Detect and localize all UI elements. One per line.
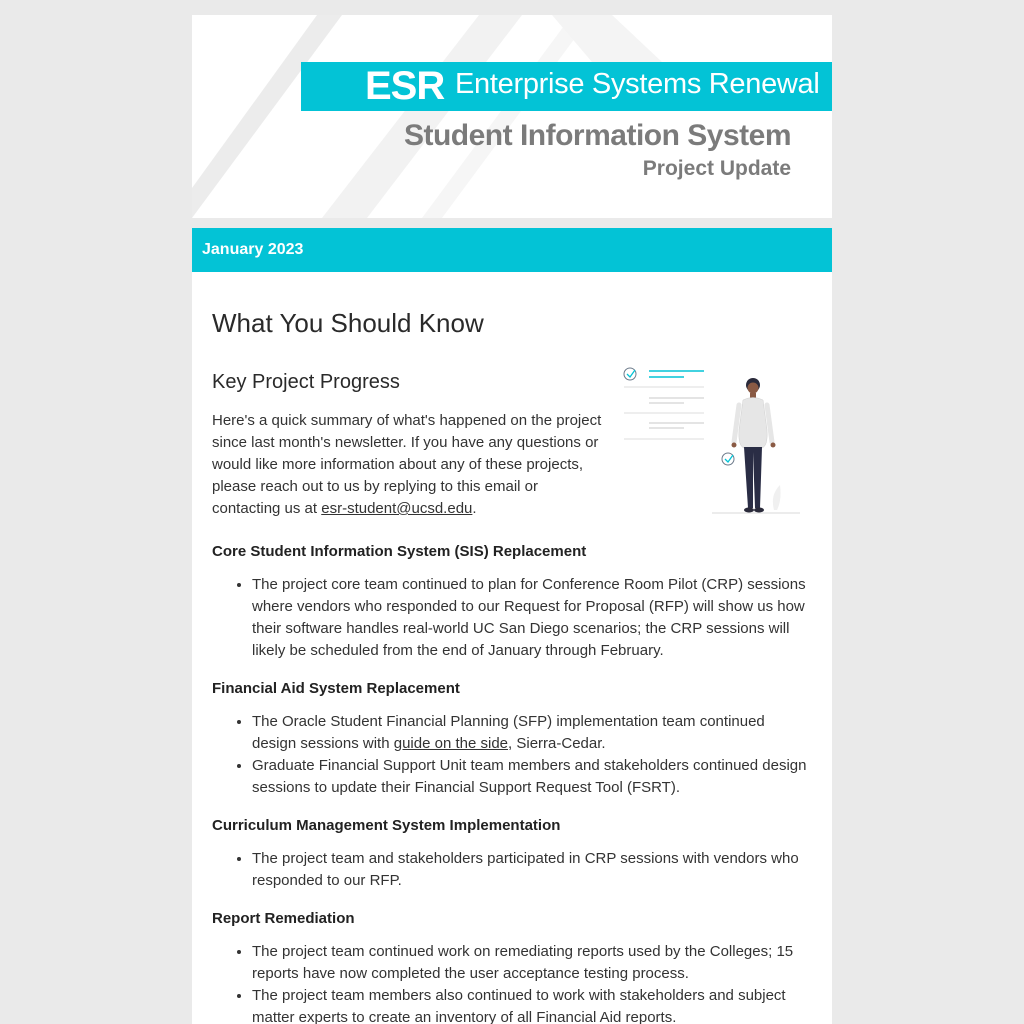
- contact-email-link[interactable]: esr-student@ucsd.edu: [321, 500, 473, 517]
- financial-aid-list: [212, 711, 812, 799]
- list-item-text: The Oracle Student Financial Planning (SFP) implementation team continued design sessions with: [252, 713, 765, 752]
- report-remediation-list: [212, 941, 812, 1024]
- list-item-text-end: , Sierra-Cedar.: [508, 735, 606, 752]
- list-item: • Graduate Financial Support Unit team members and stakeholders continued design sessions to update their Financial Support Request Tool (FSRT).: [252, 755, 812, 799]
- section-title-report-remediation: Report Remediation: [212, 910, 355, 927]
- intro-heading: Key Project Progress: [212, 371, 400, 393]
- curriculum-list: [212, 848, 812, 892]
- core-sis-list: [212, 574, 812, 662]
- date-bar: January 2023: [192, 228, 832, 272]
- list-item: [252, 711, 812, 755]
- list-item: • The project team continued work on remediating reports used by the Colleges; 15 reports have now completed the user acceptance testing process.: [252, 941, 812, 985]
- brand-bar: [301, 62, 832, 111]
- person-with-checklist-illustration: [622, 360, 802, 520]
- banner-title: Student Information System: [403, 119, 791, 152]
- section-title-core-sis: Core Student Information System (SIS) Replacement: [212, 543, 587, 560]
- newsletter-content: [192, 272, 832, 1024]
- brand-logo-abbr: ESR: [365, 64, 445, 108]
- header-banner: [192, 15, 832, 218]
- intro-paragraph: [212, 410, 607, 520]
- guide-on-the-side-link[interactable]: guide on the side: [393, 735, 509, 752]
- banner-stripes-graphic: [192, 15, 832, 218]
- list-item: • The project core team continued to plan for Conference Room Pilot (CRP) sessions where vendors who responded to our Request for Proposal (RFP) will show us how their software handles real-world UC San Diego scenarios; the CRP sessions will likely be scheduled from the end of January through February.: [252, 574, 812, 662]
- banner-subtitle: Project Update: [642, 157, 791, 180]
- newsletter: [192, 15, 832, 1024]
- brand-name: Enterprise Systems Renewal: [455, 68, 820, 100]
- main-heading: What You Should Know: [212, 308, 484, 338]
- list-item: • The project team members also continued to work with stakeholders and subject matter experts to create an inventory of all Financial Aid reports.: [252, 985, 812, 1024]
- section-title-financial-aid: Financial Aid System Replacement: [212, 680, 460, 697]
- intro-text: Here's a quick summary of what's happened on the project since last month's newsletter. If you have any questions or would like more information about any of these projects, please reach out to us by replying to this email or contacting us at: [212, 412, 602, 517]
- list-item: • The project team and stakeholders participated in CRP sessions with vendors who responded to our RFP.: [252, 848, 812, 892]
- intro-section: [212, 370, 812, 525]
- section-title-curriculum: Curriculum Management System Implementation: [212, 817, 561, 834]
- intro-text-end: .: [472, 500, 477, 517]
